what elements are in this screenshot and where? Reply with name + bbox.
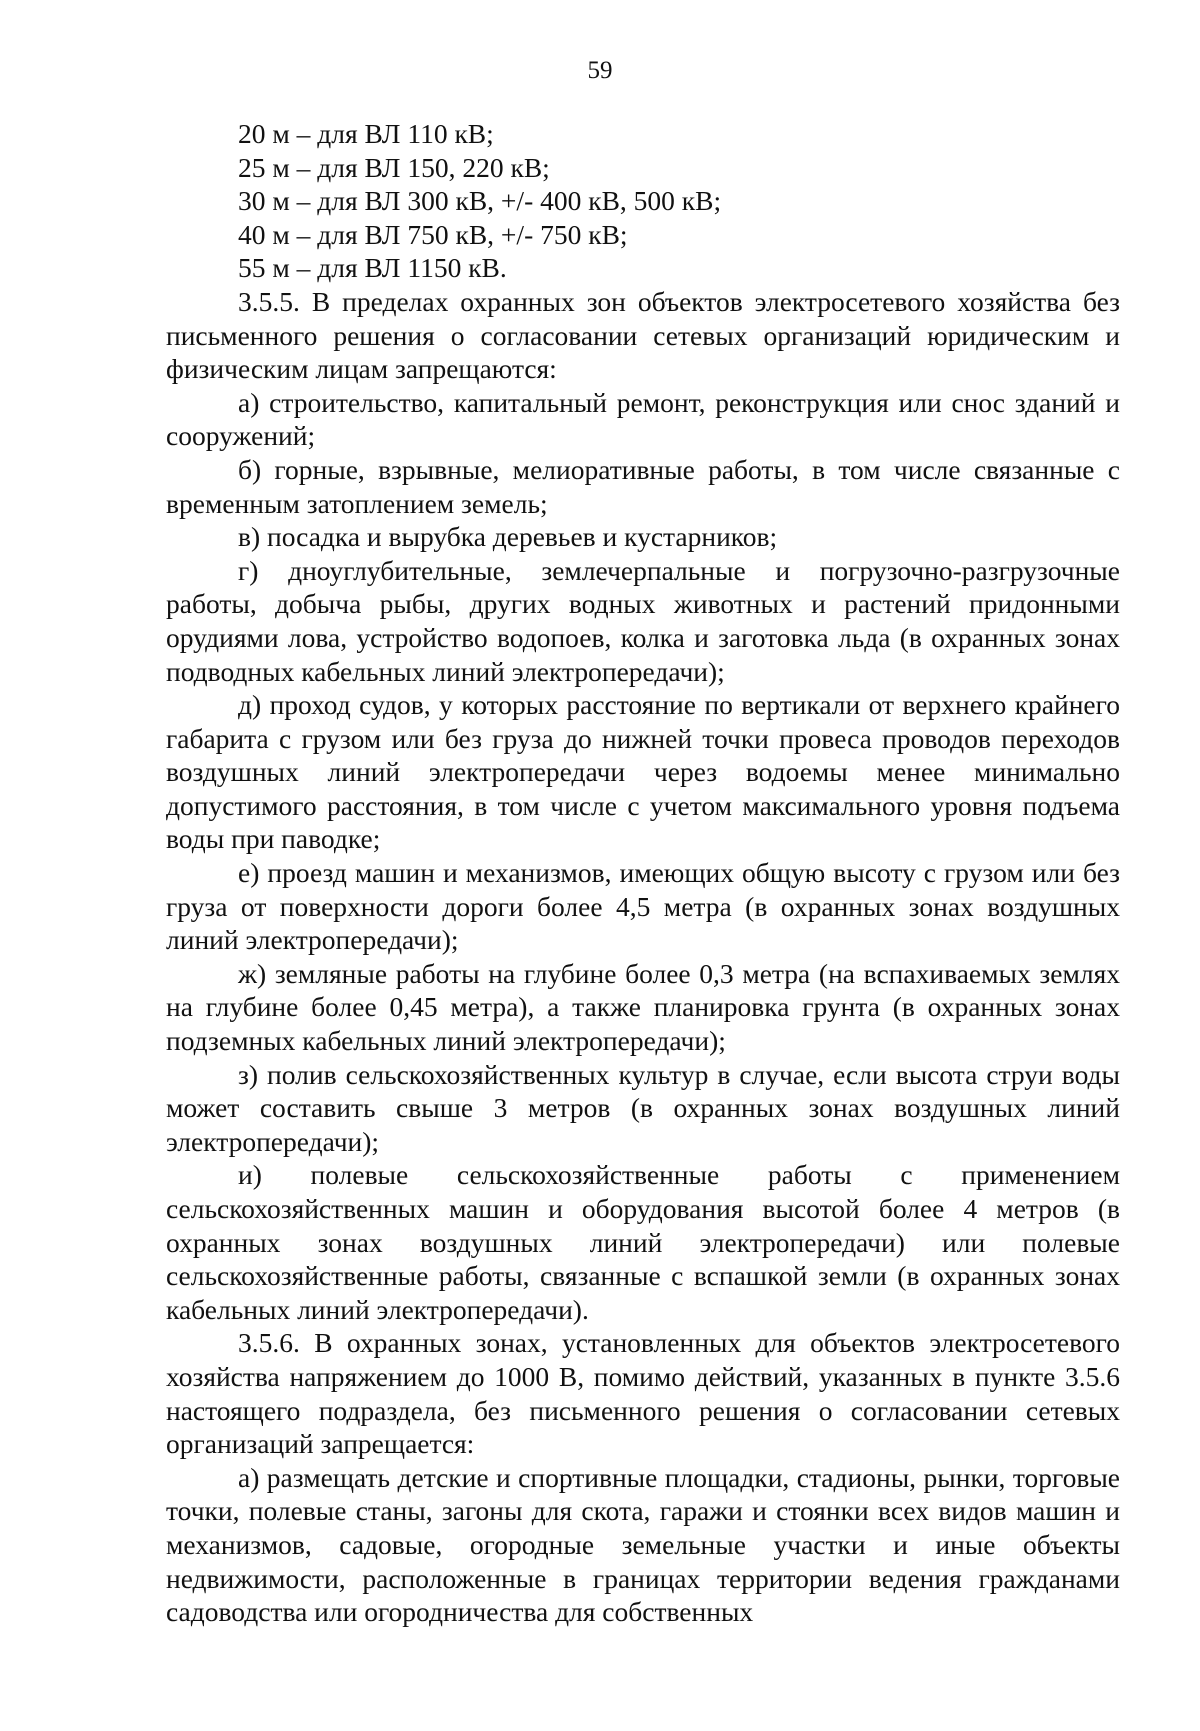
section-item: е) проезд машин и механизмов, имеющих общую высоту с грузом или без груза от поверхности дороги более 4,5 метра (в охранных зонах воздушных линий электропередачи); — [166, 857, 1120, 956]
distance-item: 40 м – для ВЛ 750 кВ, +/- 750 кВ; — [238, 218, 628, 250]
section-item: б) горные, взрывные, мелиоративные работы, в том числе связанные с временным затоплением земель; — [166, 453, 1120, 519]
section-item: и) полевые сельскохозяйственные работы с применением сельскохозяйственных машин и оборудования высотой более 4 метров (в охранных зонах воздушных линий электропередачи) или полевые сельскохозяйственные работы, связанные с вспашкой земли (в охранных зонах кабельных линий электропередачи). — [166, 1159, 1120, 1325]
section-item: ж) земляные работы на глубине более 0,3 метра (на вспахиваемых землях на глубине более 0,45 метра), а также планировка грунта (в охранных зонах подземных кабельных линий электропередачи); — [166, 957, 1120, 1057]
section-item: а) строительство, капитальный ремонт, реконструкция или снос зданий и сооружений; — [166, 386, 1120, 452]
distance-item: 30 м – для ВЛ 300 кВ, +/- 400 кВ, 500 кВ; — [238, 185, 722, 217]
section-item: з) полив сельскохозяйственных культур в случае, если высота струи воды может составить свыше 3 метров (в охранных зонах воздушных линий электропередачи); — [166, 1058, 1120, 1157]
distance-item: 20 м – для ВЛ 110 кВ; — [238, 118, 494, 149]
distance-item: 25 м – для ВЛ 150, 220 кВ; — [238, 151, 550, 183]
section-item: а) размещать детские и спортивные площадки, стадионы, рынки, торговые точки, полевые станы, загоны для скота, гаражи и стоянки всех видов машин и механизмов, садовые, огородные земельные участки и иные объекты недвижимости, расположенные в границах территории ведения гражданами садоводства или огородничества для собственных — [166, 1461, 1120, 1628]
section-item: д) проход судов, у которых расстояние по вертикали от верхнего крайнего габарита с грузом или без груза до нижней точки провеса проводов переходов воздушных линий электропередачи через водоемы менее минимально допустимого расстояния, в том числе с учетом максимального уровня подъема воды при паводке; — [166, 689, 1120, 855]
distance-list — [166, 117, 1120, 285]
section-item: в) посадка и вырубка деревьев и кустарников; — [238, 521, 778, 553]
section-3-5-5 — [166, 285, 1120, 1326]
page-number: 59 — [587, 57, 613, 84]
document-body — [166, 117, 1120, 1629]
section-item: г) дноуглубительные, землечерпальные и погрузочно-разгрузочные работы, добыча рыбы, других водных животных и растений придонными орудиями лова, устройство водопоев, колка и заготовка льда (в охранных зонах подводных кабельных линий электропередачи); — [166, 554, 1120, 687]
section-intro: 3.5.5. В пределах охранных зон объектов электросетевого хозяйства без письменного решения о согласовании сетевых организаций юридическим и физическим лицам запрещаются: — [166, 285, 1120, 385]
section-intro: 3.5.6. В охранных зонах, установленных для объектов электросетевого хозяйства напряжением до 1000 В, помимо действий, указанных в пункте 3.5.6 настоящего подраздела, без письменного решения о согласовании сетевых организаций запрещается: — [166, 1327, 1120, 1460]
distance-item: 55 м – для ВЛ 1150 кВ. — [238, 252, 507, 284]
section-3-5-6 — [166, 1326, 1120, 1628]
